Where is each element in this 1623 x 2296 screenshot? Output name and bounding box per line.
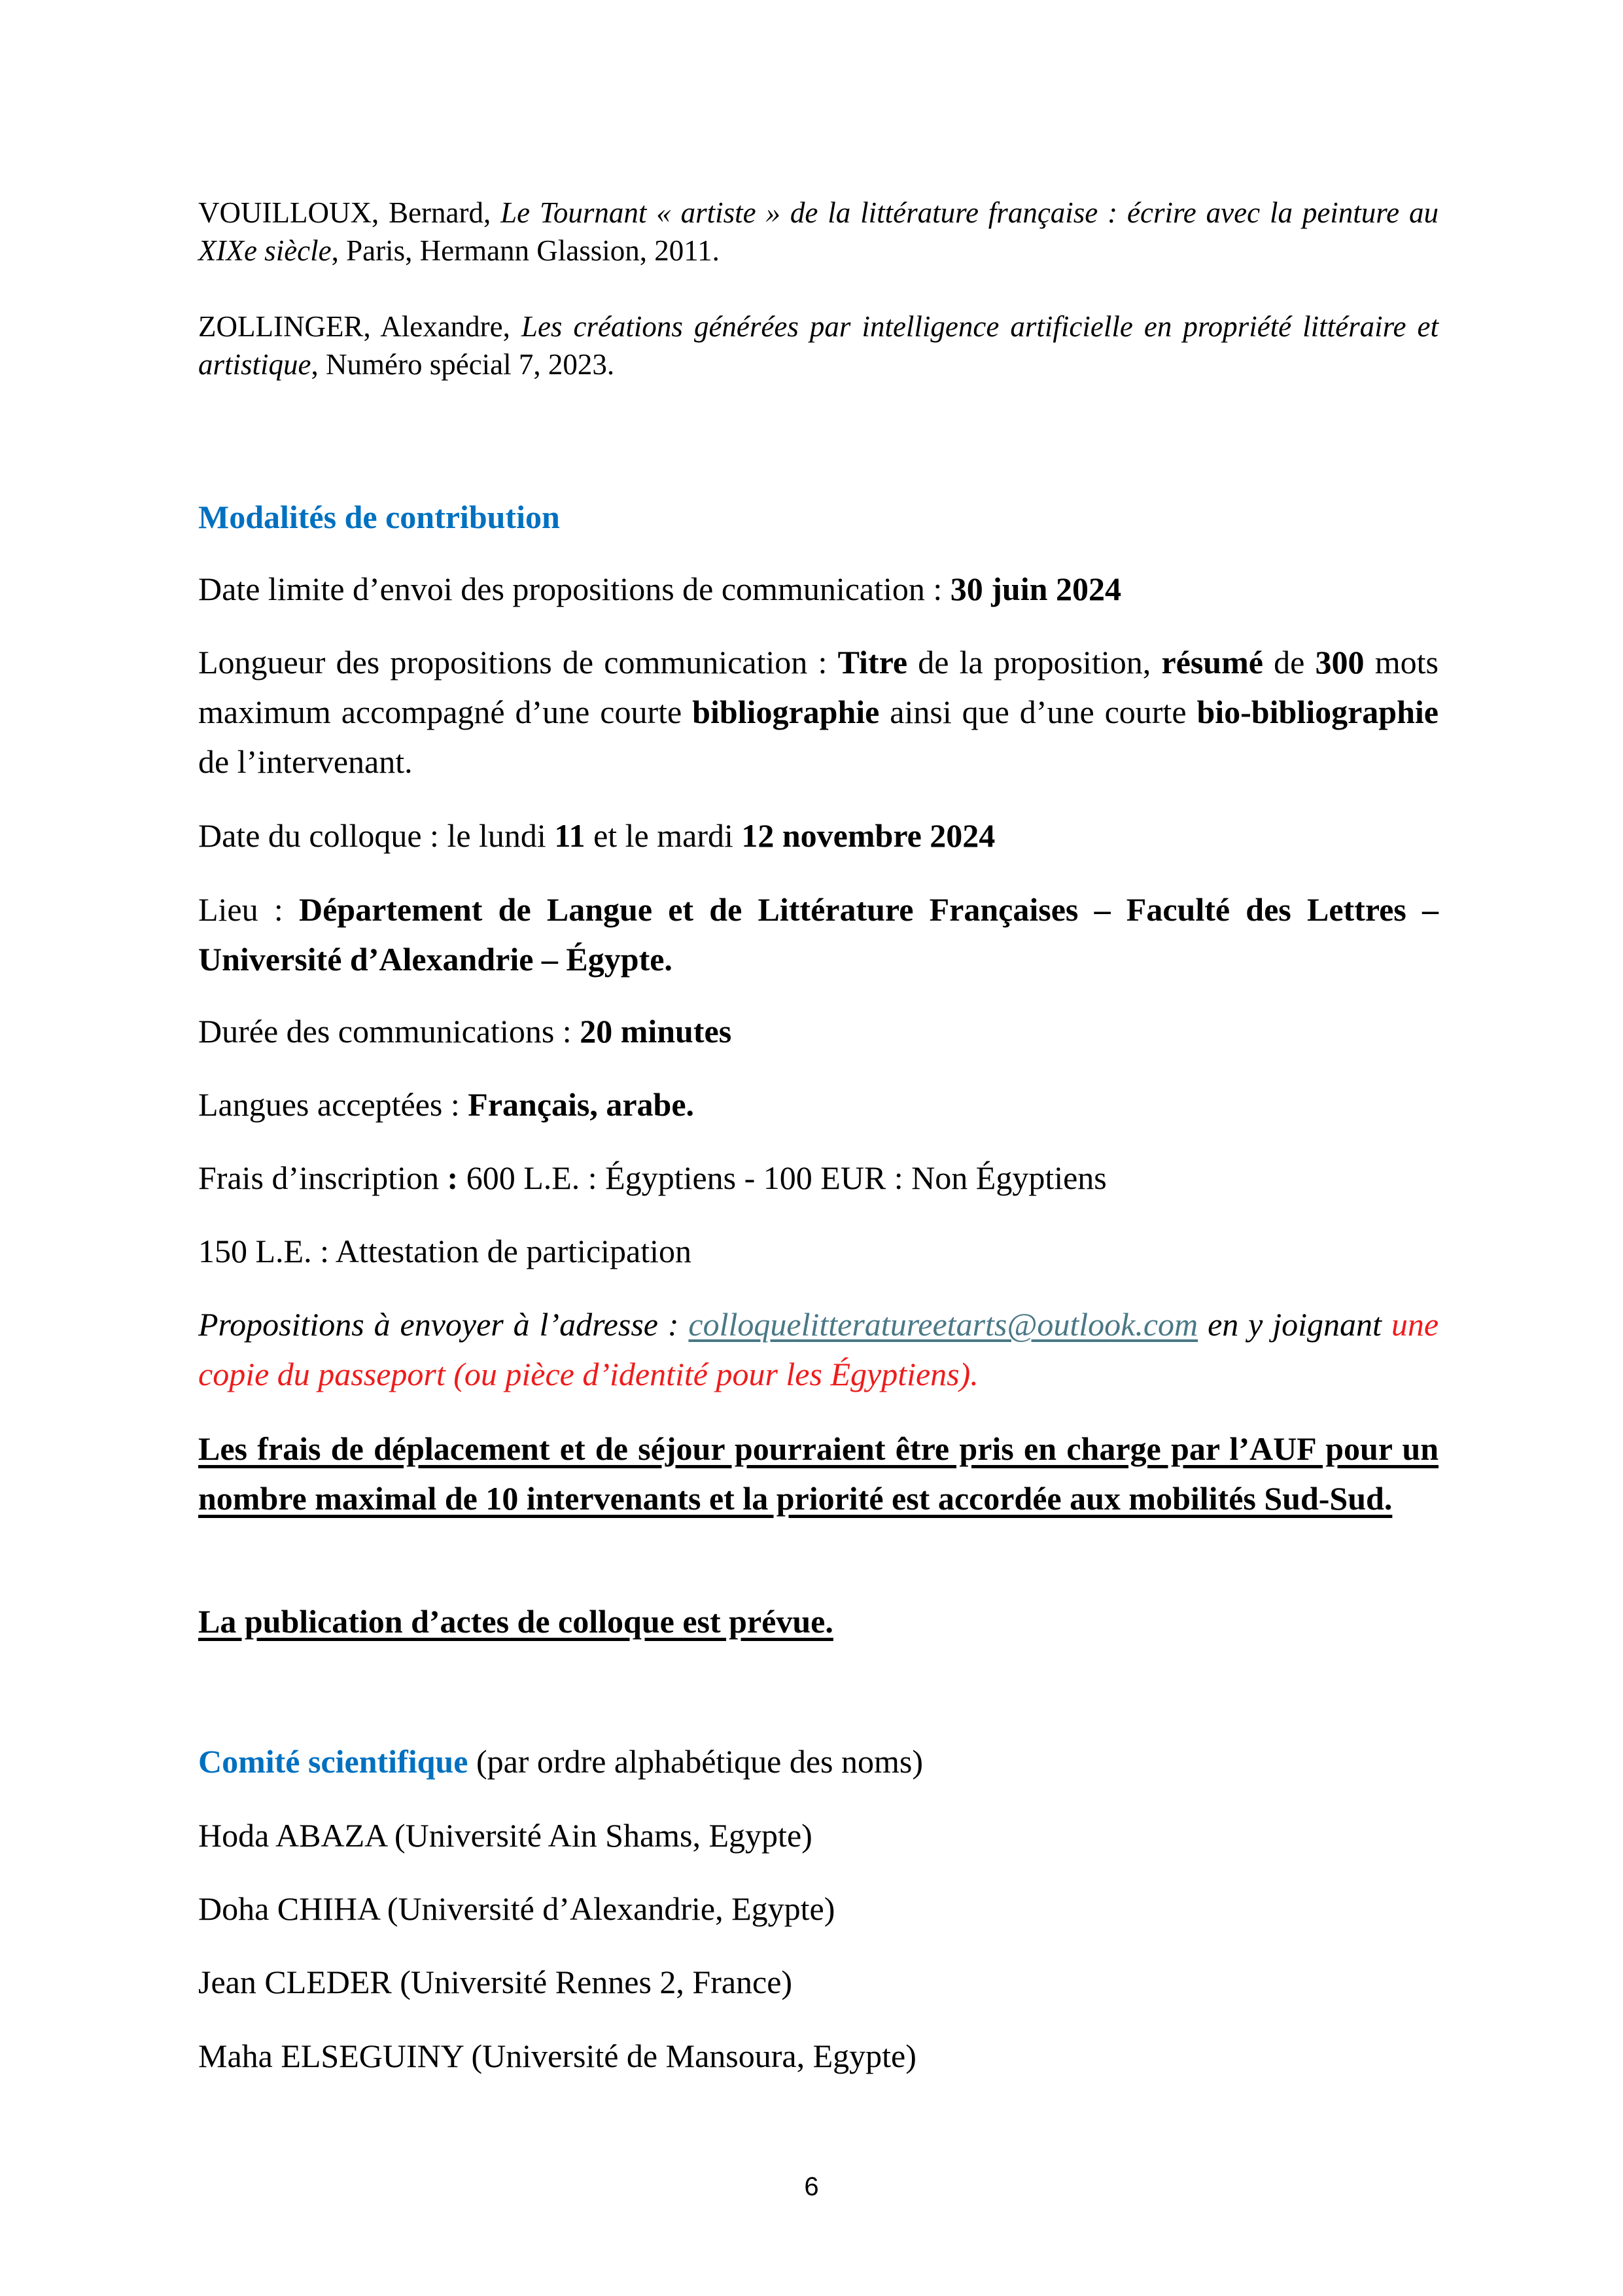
passport-requirement: une copie du passeport (ou pièce d’identité pour les Égyptiens). — [198, 1306, 1439, 1392]
page-number: 6 — [804, 2172, 819, 2201]
deadline-line — [198, 564, 1439, 614]
location-paragraph — [198, 885, 1439, 984]
bold-text: 12 novembre 2024 — [741, 817, 996, 854]
committee-member: Hoda ABAZA (Université Ain Shams, Egypte) — [198, 1817, 812, 1854]
bibliography-entry-vouilloux — [198, 194, 1439, 270]
bold-text: résumé — [1161, 644, 1263, 680]
languages-label: Langues acceptées : — [198, 1086, 468, 1123]
committee-heading-line — [198, 1737, 1439, 1786]
bold-text: bibliographie — [692, 694, 880, 730]
bibliography-entry-zollinger — [198, 308, 1439, 383]
deadline-value: 30 juin 2024 — [950, 571, 1121, 607]
fees-line — [198, 1153, 1439, 1203]
attestation-line: 150 L.E. : Attestation de participation — [198, 1233, 692, 1269]
text: et le mardi — [585, 817, 742, 854]
submission-paragraph — [198, 1299, 1439, 1399]
bib-title: Le Tournant « artiste » de la littérature française : écrire avec la peinture au XIXe siècle — [198, 196, 1439, 267]
bib-author: VOUILLOUX, Bernard, — [198, 196, 501, 229]
location-label: Lieu : — [198, 891, 299, 928]
text: de — [1263, 644, 1316, 680]
text: ainsi que d’une courte — [879, 694, 1197, 730]
bib-details: , Paris, Hermann Glassion, 2011. — [331, 234, 720, 267]
duration-value: 20 minutes — [580, 1013, 732, 1050]
committee-member: Doha CHIHA (Université d’Alexandrie, Egypte) — [198, 1890, 835, 1927]
text: de l’intervenant. — [198, 743, 413, 780]
submission-text: en y joignant — [1198, 1306, 1391, 1343]
fees-colon: : — [447, 1159, 459, 1196]
bib-title: Les créations générées par intelligence artificielle en propriété littéraire et artistique — [198, 310, 1439, 381]
location-value: Département de Langue et de Littérature Françaises – Faculté des Lettres – Université d’Alexandrie – Égypte. — [198, 891, 1439, 978]
languages-value: Français, arabe. — [468, 1086, 695, 1123]
committee-subheading: (par ordre alphabétique des noms) — [468, 1743, 924, 1780]
colloquium-date-line — [198, 811, 1439, 860]
fees-label: Frais d’inscription — [198, 1159, 447, 1196]
committee-member: Jean CLEDER (Université Rennes 2, France) — [198, 1964, 793, 2000]
text: Date du colloque : le lundi — [198, 817, 555, 854]
text: Longueur des propositions de communication : — [198, 644, 838, 680]
text: de la proposition, — [907, 644, 1162, 680]
submission-text: Propositions à envoyer à l’adresse : — [198, 1306, 689, 1343]
text: mots maximum accompagné d’une courte — [198, 644, 1439, 730]
deadline-label: Date limite d’envoi des propositions de communication : — [198, 571, 951, 607]
bold-text: 11 — [554, 817, 585, 854]
committee-member: Maha ELSEGUINY (Université de Mansoura, Egypte) — [198, 2038, 916, 2074]
length-paragraph — [198, 637, 1439, 786]
fees-value: 600 L.E. : Égyptiens - 100 EUR : Non Égyptiens — [458, 1159, 1107, 1196]
bib-details: , Numéro spécial 7, 2023. — [311, 348, 615, 381]
section-heading-modalites: Modalités de contribution — [198, 499, 560, 535]
bold-text: Titre — [837, 644, 908, 680]
bold-text: bio-bibliographie — [1196, 694, 1439, 730]
section-heading-comite: Comité scientifique — [198, 1743, 468, 1780]
duration-label: Durée des communications : — [198, 1013, 580, 1050]
duration-line — [198, 1006, 1439, 1056]
bib-author: ZOLLINGER, Alexandre, — [198, 310, 521, 343]
languages-line — [198, 1080, 1439, 1129]
publication-notice: La publication d’actes de colloque est prévue. — [198, 1603, 833, 1640]
bold-text: 300 — [1315, 644, 1365, 680]
auf-funding-notice: Les frais de déplacement et de séjour pourraient être pris en charge par l’AUF pour un nombre maximal de 10 intervenants et la priorité est accordée aux mobilités Sud-Sud. — [198, 1430, 1439, 1517]
email-link[interactable]: colloquelitteratureetarts@outlook.com — [688, 1306, 1198, 1343]
